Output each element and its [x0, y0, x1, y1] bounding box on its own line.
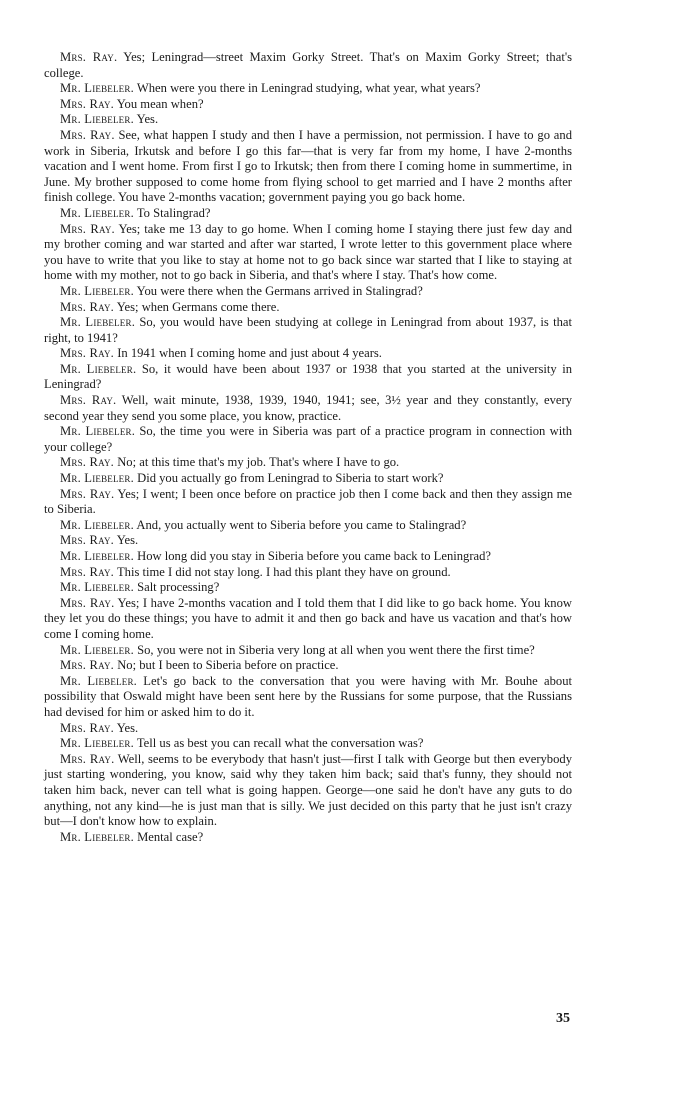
dialogue-paragraph	[44, 222, 572, 284]
dialogue-text: This time I did not stay long. I had this plant they have on ground.	[116, 564, 451, 579]
dialogue-paragraph	[44, 830, 572, 846]
speaker-label: Mrs. Ray.	[60, 751, 115, 766]
dialogue-paragraph	[44, 549, 572, 565]
dialogue-paragraph	[44, 533, 572, 549]
dialogue-text: How long did you stay in Siberia before you came back to Leningrad?	[137, 549, 492, 563]
speaker-label: Mrs. Ray.	[60, 50, 118, 64]
dialogue-text: Yes; I have 2-months vacation and I told them that I did like to go back home. You know they let you do these things; you have to admit it and then go back and have us vacation and that's how come I coming home.	[44, 595, 572, 641]
speaker-label: Mr. Liebeler.	[60, 315, 136, 330]
speaker-label: Mrs. Ray.	[60, 96, 115, 111]
dialogue-paragraph	[44, 393, 572, 424]
dialogue-text: Well, seems to be everybody that hasn't just—first I talk with George but then everybody just starting wondering, you know, said why they taken him back; said that's funny, they should not taken him back, never can tell what is going happen. George—one said he don't have any guts to do anything, not any kind—he is just man that is silly. We just decided on this party that he just isn't crazy but—I don't know how to explain.	[44, 751, 572, 829]
dialogue-text: Tell us as best you can recall what the conversation was?	[136, 736, 424, 751]
dialogue-text: Let's go back to the conversation that you were having with Mr. Bouhe about possibility that Oswald might have been sent here by the Russians for some purpose, that the Russians had devised for him or asked him to do it.	[44, 673, 572, 719]
speaker-label: Mrs. Ray.	[60, 346, 115, 361]
speaker-label: Mrs. Ray.	[60, 127, 115, 142]
speaker-label: Mrs. Ray.	[60, 299, 115, 314]
speaker-label: Mr. Liebeler.	[60, 471, 134, 486]
dialogue-text: You mean when?	[116, 96, 204, 111]
dialogue-paragraph	[44, 300, 572, 316]
speaker-label: Mr. Liebeler.	[60, 424, 136, 439]
dialogue-text: Did you actually go from Leningrad to Siberia to start work?	[137, 471, 444, 486]
speaker-label: Mrs. Ray.	[60, 455, 115, 470]
dialogue-text: When were you there in Leningrad studying, what year, what years?	[136, 81, 481, 96]
page-number: 35	[556, 1011, 570, 1026]
speaker-label: Mr. Liebeler.	[60, 361, 137, 376]
speaker-label: Mr. Liebeler.	[60, 549, 134, 563]
dialogue-text: Yes.	[116, 533, 139, 548]
dialogue-paragraph	[44, 81, 572, 97]
dialogue-text: Mental case?	[137, 829, 204, 844]
dialogue-paragraph	[44, 674, 572, 721]
dialogue-paragraph	[44, 658, 572, 674]
dialogue-paragraph	[44, 518, 572, 534]
transcript-body	[44, 50, 572, 845]
dialogue-paragraph	[44, 50, 572, 81]
dialogue-text: Yes.	[136, 112, 159, 127]
dialogue-text: Yes; I went; I been once before on practice job then I come back and then they assign me to Siberia.	[44, 486, 572, 517]
dialogue-paragraph	[44, 752, 572, 830]
dialogue-paragraph	[44, 97, 572, 113]
dialogue-text: In 1941 when I coming home and just about 4 years.	[117, 346, 382, 361]
speaker-label: Mr. Liebeler.	[60, 112, 134, 127]
dialogue-paragraph	[44, 596, 572, 643]
dialogue-text: So, you were not in Siberia very long at all when you went there the first time?	[137, 642, 535, 657]
dialogue-paragraph	[44, 580, 572, 596]
dialogue-paragraph	[44, 315, 572, 346]
dialogue-paragraph	[44, 206, 572, 222]
dialogue-text: Well, wait minute, 1938, 1939, 1940, 1941; see, 3½ year and they constantly, every second year they send you some place, you know, practice.	[44, 393, 573, 423]
speaker-label: Mr. Liebeler.	[60, 673, 138, 688]
speaker-label: Mrs. Ray.	[60, 533, 115, 548]
dialogue-paragraph	[44, 128, 572, 206]
speaker-label: Mr. Liebeler.	[60, 829, 134, 844]
dialogue-text: Yes; take me 13 day to go home. When I coming home I staying there just few day and my brother coming and war started and after war started, I wrote letter to this government place where you have to write that you like to stay at home not to go back since war started that I like to staying at home with my mother, not to go back in Siberia, and that's where I stay. That's how come.	[44, 221, 573, 283]
dialogue-text: Salt processing?	[137, 580, 220, 595]
dialogue-paragraph	[44, 346, 572, 362]
dialogue-paragraph	[44, 471, 572, 487]
dialogue-paragraph	[44, 487, 572, 518]
dialogue-text: Yes.	[116, 720, 139, 735]
dialogue-text: You were there when the Germans arrived in Stalingrad?	[136, 283, 423, 298]
dialogue-text: To Stalingrad?	[136, 205, 211, 220]
speaker-label: Mrs. Ray.	[60, 564, 115, 579]
speaker-label: Mrs. Ray.	[60, 658, 115, 673]
speaker-label: Mr. Liebeler.	[60, 642, 134, 657]
speaker-label: Mrs. Ray.	[60, 221, 115, 236]
dialogue-paragraph	[44, 112, 572, 128]
dialogue-paragraph	[44, 455, 572, 471]
dialogue-text: So, it would have been about 1937 or 1938 that you started at the university in Leningrad?	[44, 361, 572, 392]
dialogue-paragraph	[44, 643, 572, 659]
dialogue-paragraph	[44, 736, 572, 752]
dialogue-text: Yes; Leningrad—street Maxim Gorky Street. That's on Maxim Gorky Street; that's college.	[44, 50, 572, 80]
speaker-label: Mr. Liebeler.	[60, 205, 134, 220]
speaker-label: Mr. Liebeler.	[60, 283, 134, 298]
speaker-label: Mrs. Ray.	[60, 486, 115, 501]
speaker-label: Mr. Liebeler.	[60, 517, 134, 532]
dialogue-text: See, what happen I study and then I have a permission, not permission. I have to go and work in Siberia, Irkutsk and before I go this far—that is very far from my home, I have 2-months vacation and I went home. From first I go to Irkutsk; then from there I coming home in summertime, in June. My brother supposed to come home from flying school to get married and I have 2 months after finish college. You have 2-months vacation; government paying you go back home.	[44, 127, 572, 205]
speaker-label: Mr. Liebeler.	[60, 580, 134, 595]
speaker-label: Mr. Liebeler.	[60, 736, 134, 751]
dialogue-paragraph	[44, 284, 572, 300]
dialogue-text: No; but I been to Siberia before on practice.	[117, 658, 339, 673]
dialogue-text: Yes; when Germans come there.	[116, 299, 280, 314]
dialogue-text: So, you would have been studying at college in Leningrad from about 1937, is that right, to 1941?	[44, 315, 572, 345]
speaker-label: Mrs. Ray.	[60, 393, 117, 408]
dialogue-paragraph	[44, 424, 572, 455]
dialogue-paragraph	[44, 565, 572, 581]
dialogue-text: No; at this time that's my job. That's where I have to go.	[117, 455, 400, 470]
dialogue-paragraph	[44, 362, 572, 393]
speaker-label: Mrs. Ray.	[60, 595, 115, 610]
speaker-label: Mr. Liebeler.	[60, 81, 134, 96]
dialogue-paragraph	[44, 721, 572, 737]
speaker-label: Mrs. Ray.	[60, 720, 115, 735]
dialogue-text: And, you actually went to Siberia before you came to Stalingrad?	[136, 517, 467, 532]
dialogue-text: So, the time you were in Siberia was part of a practice program in connection with your college?	[44, 424, 572, 454]
